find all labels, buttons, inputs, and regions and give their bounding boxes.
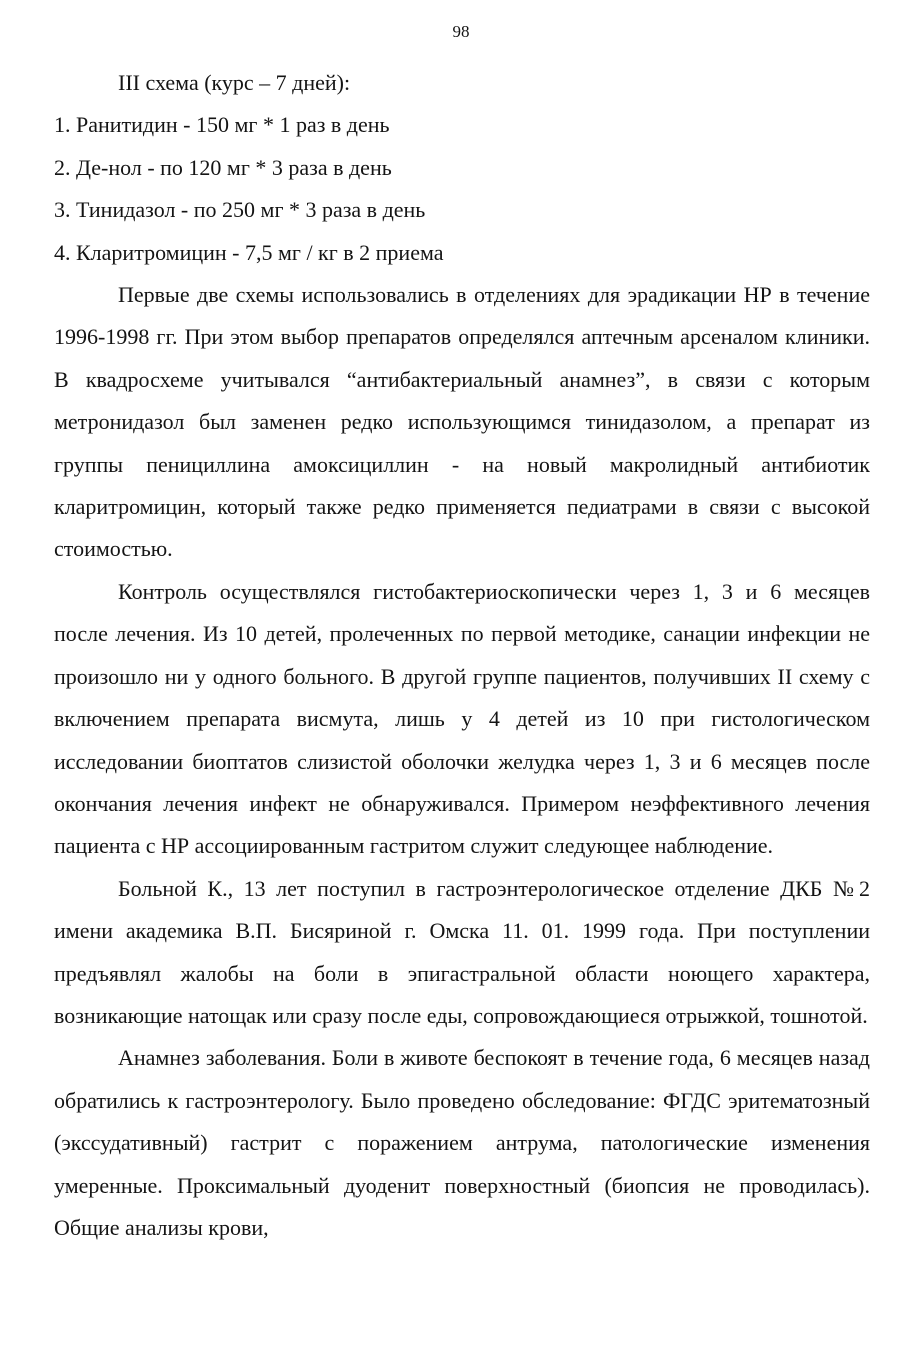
page-body xyxy=(54,62,870,1249)
scheme-item: 3. Тинидазол - по 250 мг * 3 раза в день xyxy=(54,197,426,223)
scheme-heading: III схема (курс – 7 дней): xyxy=(118,70,351,95)
scheme-item: 1. Ранитидин - 150 мг * 1 раз в день xyxy=(54,112,390,138)
paragraph-patient-admission: Больной К., 13 лет поступил в гастроэнтерологическое отделение ДКБ №2 имени академика В.П. Бисяриной г. Омска 11. 01. 1999 года. При поступлении предъявлял жалобы на боли в эпигастральной области ноющего характера, возникающие натощак или сразу после еды, сопровождающиеся отрыжкой, тошнотой. xyxy=(54,875,870,1028)
scheme-list xyxy=(54,104,870,274)
paragraph-schemes-usage: Первые две схемы использовались в отделениях для эрадикации НР в течение 1996-1998 гг. При этом выбор препаратов определялся аптечным арсеналом клиники. В квадросхеме учитывался “антибактериальный анамнез”, в связи с которым метронидазол был заменен редко использующимся тинидазолом, а препарат из группы пенициллина амоксициллин - на новый макролидный антибиотик кларитромицин, который также редко применяется педиатрами в связи с высокой стоимостью. xyxy=(54,282,870,562)
page-number: 98 xyxy=(452,22,470,41)
scheme-item: 4. Кларитромицин - 7,5 мг / кг в 2 приема xyxy=(54,239,444,265)
scheme-item: 2. Де-нол - по 120 мг * 3 раза в день xyxy=(54,154,392,180)
paragraph-control-results: Контроль осуществлялся гистобактериоскопически через 1, 3 и 6 месяцев после лечения. Из 10 детей, пролеченных по первой методике, санации инфекции не произошло ни у одного больного. В другой группе пациентов, получивших II схему с включением препарата висмута, лишь у 4 детей из 10 при гистологическом исследовании биоптатов слизистой оболочки желудка через 1, 3 и 6 месяцев после окончания лечения инфект не обнаруживался. Примером неэффективного лечения пациента с НР ассоциированным гастритом служит следующее наблюдение. xyxy=(54,578,870,859)
paragraph-anamnesis: Анамнез заболевания. Боли в животе беспокоят в течение года, 6 месяцев назад обратились к гастроэнтерологу. Было проведено обследование: ФГДС эритематозный (экссудативный) гастрит с поражением антрума, патологические изменения умеренные. Проксимальный дуоденит поверхностный (биопсия не проводилась). Общие анализы крови, xyxy=(54,1045,870,1240)
